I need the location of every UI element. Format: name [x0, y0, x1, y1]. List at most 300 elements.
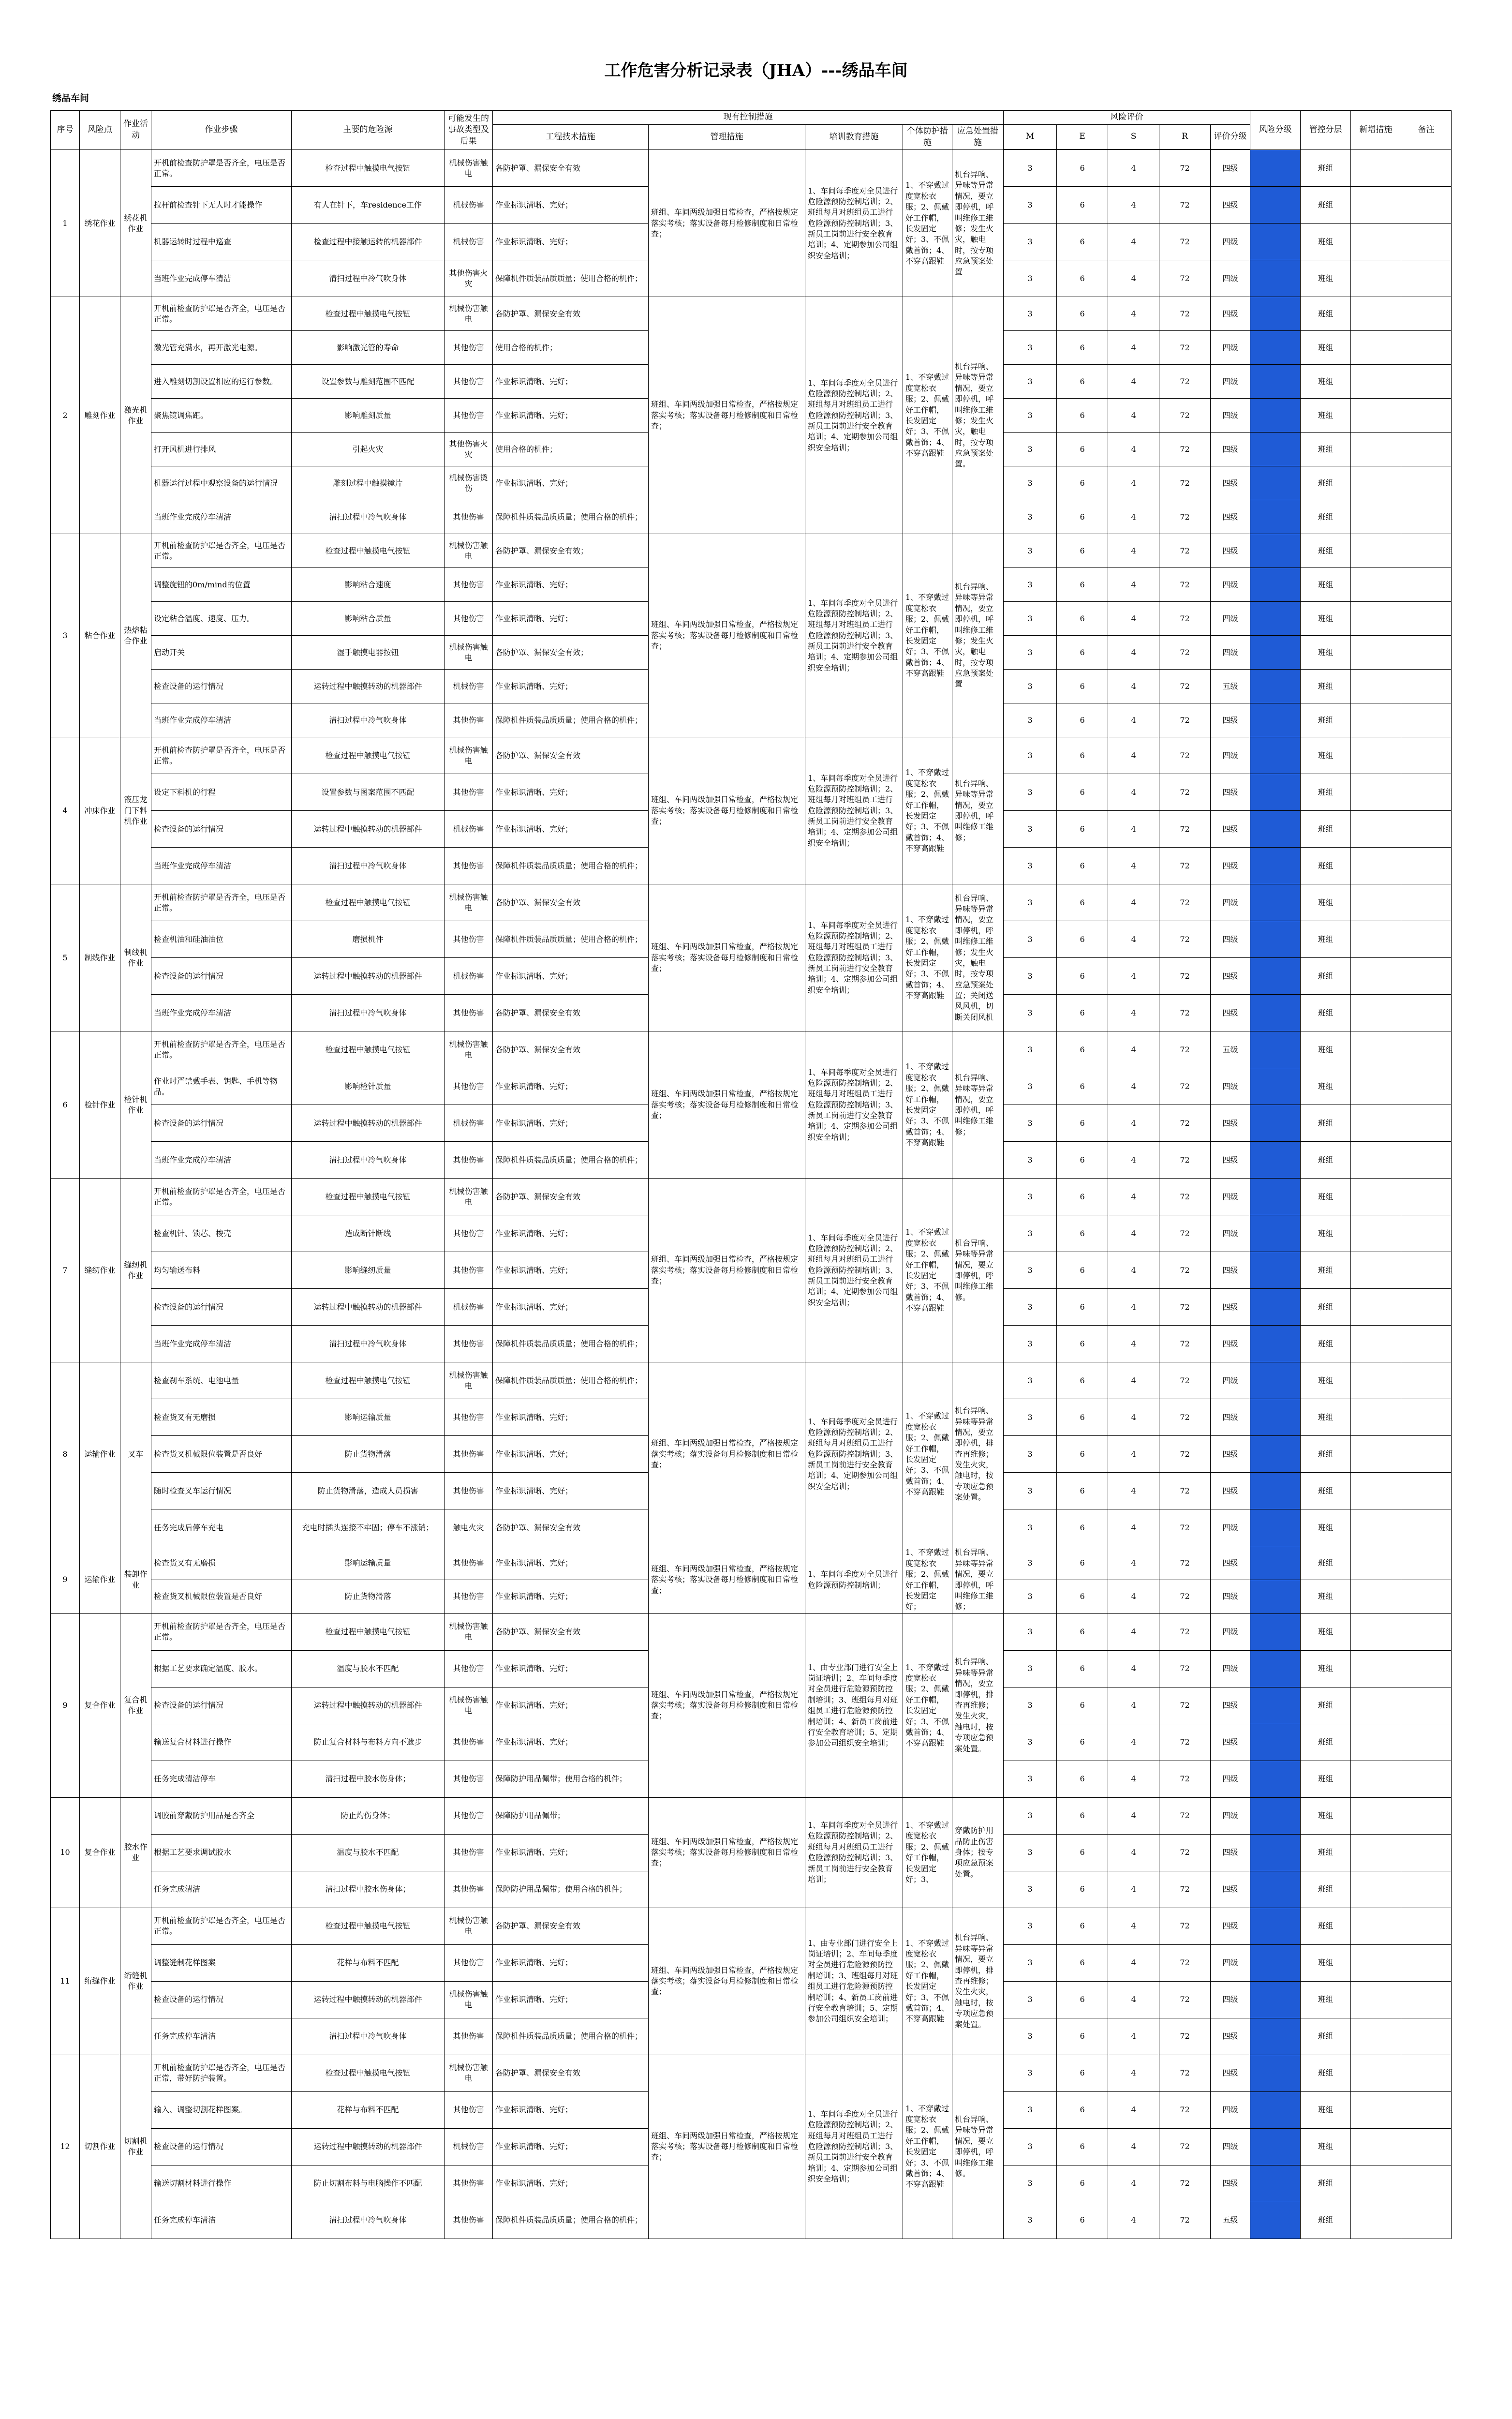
remark-cell: [1401, 1761, 1452, 1797]
score-E: 6: [1057, 884, 1108, 921]
eng-measure-cell: 作业标识清晰、完好；: [493, 568, 649, 602]
remark-cell: [1401, 260, 1452, 297]
step-cell: 任务完成后停车充电: [151, 1509, 292, 1546]
score-E: 6: [1057, 703, 1108, 737]
risk-level-cell: [1250, 1326, 1301, 1362]
score-S: 4: [1108, 1834, 1159, 1871]
jha-table: [50, 110, 1502, 2239]
score-E: 6: [1057, 2202, 1108, 2239]
activity-cell: 热熔粘合作业: [120, 534, 151, 737]
control-layer-cell: 班组: [1301, 848, 1351, 884]
score-S: 4: [1108, 1252, 1159, 1289]
consequence-cell: 机械伤害触电: [445, 297, 493, 331]
seq-cell: 9: [51, 1613, 80, 1797]
new-measures-cell: [1351, 466, 1401, 500]
activity-cell: 绣花机作业: [120, 150, 151, 297]
score-E: 6: [1057, 921, 1108, 958]
score-R: 72: [1159, 995, 1211, 1031]
eng-measure-cell: 作业标识清晰、完好；: [493, 224, 649, 260]
remark-cell: [1401, 848, 1452, 884]
score-M: 3: [1004, 1761, 1057, 1797]
new-measures-cell: [1351, 1871, 1401, 1908]
header-activity: 作业活动: [120, 111, 151, 150]
control-layer-cell: 班组: [1301, 2018, 1351, 2055]
score-R: 72: [1159, 1215, 1211, 1252]
score-S: 4: [1108, 568, 1159, 602]
emergency-measure-cell: 机台异响、异味等异常情况，要立即停机，呼叫维修工维修；: [952, 1031, 1004, 1179]
new-measures-cell: [1351, 2202, 1401, 2239]
step-cell: 根据工艺要求确定温度、胶水。: [151, 1650, 292, 1687]
risk-level-cell: [1250, 399, 1301, 433]
hazard-cell: 影响激光管的寿命: [292, 331, 445, 365]
step-cell: 当班作业完成停车清洁: [151, 1326, 292, 1362]
score-R: 72: [1159, 670, 1211, 703]
eval-level-cell: 四级: [1211, 1068, 1250, 1105]
control-layer-cell: 班组: [1301, 1797, 1351, 1834]
ppe-measure-cell: 1、不穿戴过度宽松衣服；2、佩戴好工作帽，长发固定好；3、不佩戴首饰；4、不穿高跟鞋: [903, 1031, 952, 1179]
risk-level-cell: [1250, 466, 1301, 500]
emergency-measure-cell: 机台异响、异味等异常情况，要立即停机，排查再维修；发生火灾，触电时，按专项应急预案处置。: [952, 1908, 1004, 2055]
header-R: R: [1159, 124, 1211, 149]
score-R: 72: [1159, 2128, 1211, 2165]
score-M: 3: [1004, 224, 1057, 260]
new-measures-cell: [1351, 1436, 1401, 1473]
score-E: 6: [1057, 1326, 1108, 1362]
score-S: 4: [1108, 365, 1159, 399]
remark-cell: [1401, 433, 1452, 466]
consequence-cell: 其他伤害: [445, 1650, 493, 1687]
mgmt-measure-cell: 班组、车间两级加强日常检查，严格按规定落实考核；落实设备每月检修制度和日常检查；: [649, 1613, 805, 1797]
score-M: 3: [1004, 2128, 1057, 2165]
new-measures-cell: [1351, 1724, 1401, 1761]
new-measures-cell: [1351, 297, 1401, 331]
consequence-cell: 机械伤害: [445, 187, 493, 224]
control-layer-cell: 班组: [1301, 1473, 1351, 1509]
eng-measure-cell: 各防护罩、漏保安全有效；: [493, 534, 649, 568]
score-S: 4: [1108, 1761, 1159, 1797]
new-measures-cell: [1351, 1068, 1401, 1105]
mgmt-measure-cell: 班组、车间两级加强日常检查，严格按规定落实考核；落实设备每月检修制度和日常检查；: [649, 150, 805, 297]
score-M: 3: [1004, 260, 1057, 297]
score-R: 72: [1159, 297, 1211, 331]
score-E: 6: [1057, 1650, 1108, 1687]
eng-measure-cell: 作业标识清晰、完好；: [493, 1546, 649, 1580]
consequence-cell: 机械伤害: [445, 811, 493, 848]
eng-measure-cell: 作业标识清晰、完好；: [493, 1252, 649, 1289]
training-measure-cell: 1、车间每季度对全员进行危险源预防控制培训；2、班组每月对班组员工进行危险源预防控制培训；3、新员工岗前进行安全教育培训；4、定期参加公司组织安全培训；: [805, 2055, 903, 2239]
eng-measure-cell: 作业标识清晰、完好；: [493, 1068, 649, 1105]
control-layer-cell: 班组: [1301, 433, 1351, 466]
new-measures-cell: [1351, 1362, 1401, 1399]
consequence-cell: 其他伤害: [445, 500, 493, 534]
score-M: 3: [1004, 1399, 1057, 1436]
step-cell: 开机前检查防护罩是否齐全，电压是否正常。: [151, 884, 292, 921]
score-S: 4: [1108, 1613, 1159, 1650]
hazard-cell: 运转过程中触摸转动的机器部件: [292, 670, 445, 703]
control-layer-cell: 班组: [1301, 1981, 1351, 2018]
score-E: 6: [1057, 1473, 1108, 1509]
score-E: 6: [1057, 1687, 1108, 1724]
score-S: 4: [1108, 1105, 1159, 1142]
remark-cell: [1401, 1068, 1452, 1105]
score-S: 4: [1108, 1944, 1159, 1981]
training-measure-cell: 1、车间每季度对全员进行危险源预防控制培训；2、班组每月对班组员工进行危险源预防控制培训；3、新员工岗前进行安全教育培训；4、定期参加公司组织安全培训；: [805, 737, 903, 884]
control-layer-cell: 班组: [1301, 1871, 1351, 1908]
remark-cell: [1401, 1142, 1452, 1179]
score-E: 6: [1057, 2091, 1108, 2128]
score-R: 72: [1159, 1399, 1211, 1436]
score-R: 72: [1159, 187, 1211, 224]
control-layer-cell: 班组: [1301, 1068, 1351, 1105]
risk-level-cell: [1250, 602, 1301, 636]
score-S: 4: [1108, 1436, 1159, 1473]
score-M: 3: [1004, 399, 1057, 433]
control-layer-cell: 班组: [1301, 1687, 1351, 1724]
risk-level-cell: [1250, 1981, 1301, 2018]
seq-cell: 6: [51, 1031, 80, 1179]
new-measures-cell: [1351, 2165, 1401, 2202]
hazard-cell: 运转过程中触摸转动的机器部件: [292, 1687, 445, 1724]
score-S: 4: [1108, 995, 1159, 1031]
risk-level-cell: [1250, 848, 1301, 884]
consequence-cell: 其他伤害: [445, 995, 493, 1031]
step-cell: 检查设备的运行情况: [151, 958, 292, 995]
consequence-cell: 其他伤害火灾: [445, 433, 493, 466]
score-M: 3: [1004, 1724, 1057, 1761]
hazard-cell: 清扫过程中冷气吹身体: [292, 1326, 445, 1362]
remark-cell: [1401, 737, 1452, 774]
eval-level-cell: 四级: [1211, 1687, 1250, 1724]
control-layer-cell: 班组: [1301, 1326, 1351, 1362]
consequence-cell: 机械伤害: [445, 224, 493, 260]
document-title: 工作危害分析记录表（JHA）---绣品车间: [604, 61, 908, 80]
header-row-1: [51, 111, 1502, 125]
score-M: 3: [1004, 297, 1057, 331]
score-R: 72: [1159, 1580, 1211, 1614]
new-measures-cell: [1351, 737, 1401, 774]
mgmt-measure-cell: 班组、车间两级加强日常检查，严格按规定落实考核；落实设备每月检修制度和日常检查；: [649, 1179, 805, 1362]
hazard-cell: 运转过程中触摸转动的机器部件: [292, 958, 445, 995]
mgmt-measure-cell: 班组、车间两级加强日常检查，严格按规定落实考核；落实设备每月检修制度和日常检查；: [649, 297, 805, 534]
eval-level-cell: 四级: [1211, 848, 1250, 884]
risk-level-cell: [1250, 995, 1301, 1031]
table-row: [51, 150, 1502, 187]
remark-cell: [1401, 466, 1452, 500]
risk-level-cell: [1250, 297, 1301, 331]
score-E: 6: [1057, 1509, 1108, 1546]
hazard-cell: 影响粘合速度: [292, 568, 445, 602]
eng-measure-cell: 各防护罩、漏保安全有效: [493, 1509, 649, 1546]
risk-level-cell: [1250, 1289, 1301, 1326]
consequence-cell: 其他伤害: [445, 1797, 493, 1834]
risk-level-cell: [1250, 1399, 1301, 1436]
control-layer-cell: 班组: [1301, 297, 1351, 331]
eng-measure-cell: 各防护罩、漏保安全有效；: [493, 636, 649, 670]
score-E: 6: [1057, 1142, 1108, 1179]
risk-level-cell: [1250, 568, 1301, 602]
hazard-cell: 花样与布料不匹配: [292, 2091, 445, 2128]
score-R: 72: [1159, 1289, 1211, 1326]
score-E: 6: [1057, 1871, 1108, 1908]
score-M: 3: [1004, 2202, 1057, 2239]
remark-cell: [1401, 774, 1452, 811]
remark-cell: [1401, 1362, 1452, 1399]
risk-level-cell: [1250, 224, 1301, 260]
hazard-cell: 影响运输质量: [292, 1399, 445, 1436]
score-S: 4: [1108, 1724, 1159, 1761]
new-measures-cell: [1351, 2018, 1401, 2055]
hazard-cell: 运转过程中触摸转动的机器部件: [292, 2128, 445, 2165]
step-cell: 检查机油和硅油油位: [151, 921, 292, 958]
consequence-cell: 机械伤害触电: [445, 1179, 493, 1215]
score-E: 6: [1057, 1289, 1108, 1326]
eng-measure-cell: 作业标识清晰、完好；: [493, 2165, 649, 2202]
remark-cell: [1401, 1981, 1452, 2018]
consequence-cell: 机械伤害触电: [445, 1981, 493, 2018]
score-R: 72: [1159, 1252, 1211, 1289]
eng-measure-cell: 保障防护用品佩带；: [493, 1797, 649, 1834]
step-cell: 检查设备的运行情况: [151, 2128, 292, 2165]
table-row: [51, 1362, 1502, 1399]
score-E: 6: [1057, 1105, 1108, 1142]
score-M: 3: [1004, 1834, 1057, 1871]
remark-cell: [1401, 1580, 1452, 1614]
ppe-measure-cell: 1、不穿戴过度宽松衣服；2、佩戴好工作帽，长发固定好；3、不佩戴首饰；4、不穿高跟鞋: [903, 737, 952, 884]
score-R: 72: [1159, 1031, 1211, 1068]
score-M: 3: [1004, 365, 1057, 399]
score-M: 3: [1004, 433, 1057, 466]
risk-level-cell: [1250, 500, 1301, 534]
score-M: 3: [1004, 1362, 1057, 1399]
risk-level-cell: [1250, 2055, 1301, 2091]
eng-measure-cell: 各防护罩、漏保安全有效: [493, 884, 649, 921]
score-S: 4: [1108, 2091, 1159, 2128]
seq-cell: 9: [51, 1546, 80, 1613]
consequence-cell: 其他伤害: [445, 848, 493, 884]
consequence-cell: 其他伤害: [445, 1724, 493, 1761]
eval-level-cell: 四级: [1211, 636, 1250, 670]
score-M: 3: [1004, 884, 1057, 921]
score-S: 4: [1108, 884, 1159, 921]
eval-level-cell: 四级: [1211, 1613, 1250, 1650]
control-layer-cell: 班组: [1301, 1436, 1351, 1473]
score-E: 6: [1057, 1031, 1108, 1068]
score-M: 3: [1004, 995, 1057, 1031]
activity-cell: 制线机作业: [120, 884, 151, 1031]
new-measures-cell: [1351, 995, 1401, 1031]
consequence-cell: 其他伤害: [445, 1580, 493, 1614]
remark-cell: [1401, 1436, 1452, 1473]
eng-measure-cell: 作业标识清晰、完好；: [493, 1650, 649, 1687]
score-R: 72: [1159, 602, 1211, 636]
risk-level-cell: [1250, 331, 1301, 365]
header-consequence: 可能发生的事故类型及后果: [445, 111, 493, 150]
table-row: [51, 1797, 1502, 1834]
step-cell: 调整缝制花样图案: [151, 1944, 292, 1981]
eng-measure-cell: 作业标识清晰、完好；: [493, 958, 649, 995]
score-R: 72: [1159, 534, 1211, 568]
score-R: 72: [1159, 1908, 1211, 1944]
remark-cell: [1401, 1871, 1452, 1908]
risk-level-cell: [1250, 1252, 1301, 1289]
risk-point-cell: 绗缝作业: [80, 1908, 120, 2055]
score-M: 3: [1004, 1546, 1057, 1580]
hazard-cell: 清扫过程中冷气吹身体: [292, 995, 445, 1031]
score-E: 6: [1057, 2055, 1108, 2091]
activity-cell: 胶水作业: [120, 1797, 151, 1908]
score-E: 6: [1057, 466, 1108, 500]
risk-level-cell: [1250, 1761, 1301, 1797]
step-cell: 任务完成清洁停车: [151, 1761, 292, 1797]
step-cell: 设定下料机的行程: [151, 774, 292, 811]
consequence-cell: 机械伤害: [445, 670, 493, 703]
consequence-cell: 其他伤害: [445, 1834, 493, 1871]
header-steps: 作业步骤: [151, 111, 292, 150]
eng-measure-cell: 作业标识清晰、完好；: [493, 1436, 649, 1473]
step-cell: 开机前检查防护罩是否齐全，电压是否正常。: [151, 150, 292, 187]
control-layer-cell: 班组: [1301, 602, 1351, 636]
remark-cell: [1401, 1944, 1452, 1981]
score-E: 6: [1057, 1908, 1108, 1944]
risk-point-cell: 运输作业: [80, 1546, 120, 1613]
table-row: [51, 2055, 1502, 2091]
eval-level-cell: 四级: [1211, 224, 1250, 260]
score-S: 4: [1108, 1289, 1159, 1326]
control-layer-cell: 班组: [1301, 1509, 1351, 1546]
hazard-cell: 清扫过程中冷气吹身体: [292, 703, 445, 737]
control-layer-cell: 班组: [1301, 884, 1351, 921]
step-cell: 当班作业完成停车清洁: [151, 260, 292, 297]
hazard-cell: 检查过程中触摸电气按钮: [292, 884, 445, 921]
step-cell: 开机前检查防护罩是否齐全，电压是否正常。: [151, 1179, 292, 1215]
control-layer-cell: 班组: [1301, 1546, 1351, 1580]
step-cell: 调整旋钮的0m/mind的位置: [151, 568, 292, 602]
step-cell: 开机前检查防护罩是否齐全，电压是否正常。: [151, 534, 292, 568]
step-cell: 开机前检查防护罩是否齐全，电压是否正常。: [151, 1031, 292, 1068]
score-E: 6: [1057, 848, 1108, 884]
new-measures-cell: [1351, 568, 1401, 602]
score-S: 4: [1108, 500, 1159, 534]
new-measures-cell: [1351, 1687, 1401, 1724]
eng-measure-cell: 保障机件质装品质质量；使用合格的机件；: [493, 921, 649, 958]
score-R: 72: [1159, 2091, 1211, 2128]
risk-level-cell: [1250, 1580, 1301, 1614]
risk-level-cell: [1250, 1215, 1301, 1252]
control-layer-cell: 班组: [1301, 2165, 1351, 2202]
risk-level-cell: [1250, 1797, 1301, 1834]
new-measures-cell: [1351, 1289, 1401, 1326]
seq-cell: 1: [51, 150, 80, 297]
score-M: 3: [1004, 466, 1057, 500]
score-M: 3: [1004, 150, 1057, 187]
score-E: 6: [1057, 1068, 1108, 1105]
emergency-measure-cell: 机台异响、异味等异常情况，要立即停机，排查再维修；发生火灾，触电时，按专项应急预案处置。: [952, 1362, 1004, 1546]
hazard-cell: 检查过程中接触运转的机器部件: [292, 224, 445, 260]
eval-level-cell: 四级: [1211, 921, 1250, 958]
score-M: 3: [1004, 703, 1057, 737]
step-cell: 进入雕刻切割设置相应的运行参数。: [151, 365, 292, 399]
score-R: 72: [1159, 1613, 1211, 1650]
hazard-cell: 花样与布料不匹配: [292, 1944, 445, 1981]
eval-level-cell: 四级: [1211, 1981, 1250, 2018]
remark-cell: [1401, 1509, 1452, 1546]
eval-level-cell: 四级: [1211, 2165, 1250, 2202]
eval-level-cell: 四级: [1211, 1399, 1250, 1436]
new-measures-cell: [1351, 187, 1401, 224]
remark-cell: [1401, 2128, 1452, 2165]
emergency-measure-cell: 机台异响、异味等异常情况，要立即停机，呼叫维修工维修；: [952, 1546, 1004, 1613]
new-measures-cell: [1351, 602, 1401, 636]
eval-level-cell: 四级: [1211, 703, 1250, 737]
training-measure-cell: 1、车间每季度对全员进行危险源预防控制培训；2、班组每月对班组员工进行危险源预防控制培训；3、新员工岗前进行安全教育培训；4、定期参加公司组织安全培训；: [805, 1031, 903, 1179]
eng-measure-cell: 作业标识清晰、完好；: [493, 187, 649, 224]
new-measures-cell: [1351, 670, 1401, 703]
score-E: 6: [1057, 1761, 1108, 1797]
step-cell: 开机前检查防护罩是否齐全，电压是否正常。: [151, 737, 292, 774]
eng-measure-cell: 作业标识清晰、完好；: [493, 1289, 649, 1326]
eng-measure-cell: 保障机件质装品质质量；使用合格的机件；: [493, 703, 649, 737]
consequence-cell: 其他伤害: [445, 774, 493, 811]
control-layer-cell: 班组: [1301, 2091, 1351, 2128]
eval-level-cell: 四级: [1211, 1834, 1250, 1871]
control-layer-cell: 班组: [1301, 1179, 1351, 1215]
score-R: 72: [1159, 466, 1211, 500]
hazard-cell: 影响运输质量: [292, 1546, 445, 1580]
remark-cell: [1401, 2018, 1452, 2055]
score-R: 72: [1159, 1724, 1211, 1761]
header-training: 培训教育措施: [805, 124, 903, 150]
control-layer-cell: 班组: [1301, 224, 1351, 260]
score-S: 4: [1108, 1142, 1159, 1179]
eng-measure-cell: 各防护罩、漏保安全有效: [493, 737, 649, 774]
risk-level-cell: [1250, 921, 1301, 958]
header-risk-level: 风险分级: [1250, 111, 1301, 150]
table-row: [51, 884, 1502, 921]
consequence-cell: 机械伤害触电: [445, 1031, 493, 1068]
remark-cell: [1401, 995, 1452, 1031]
header-S: S: [1108, 124, 1159, 149]
score-S: 4: [1108, 224, 1159, 260]
control-layer-cell: 班组: [1301, 1105, 1351, 1142]
hazard-cell: 检查过程中触摸电气按钮: [292, 2055, 445, 2091]
score-E: 6: [1057, 1613, 1108, 1650]
consequence-cell: 机械伤害触电: [445, 534, 493, 568]
risk-level-cell: [1250, 1871, 1301, 1908]
score-E: 6: [1057, 2128, 1108, 2165]
new-measures-cell: [1351, 1546, 1401, 1580]
header-eval-level: 评价分级: [1211, 124, 1250, 149]
eval-level-cell: 四级: [1211, 150, 1250, 187]
emergency-measure-cell: 机台异响、异味等异常情况，要立即停机，呼叫维修工维修。: [952, 2055, 1004, 2239]
remark-cell: [1401, 1105, 1452, 1142]
eval-level-cell: 四级: [1211, 433, 1250, 466]
score-M: 3: [1004, 921, 1057, 958]
mgmt-measure-cell: 班组、车间两级加强日常检查，严格按规定落实考核；落实设备每月检修制度和日常检查；: [649, 1362, 805, 1546]
header-risk-point: 风险点: [80, 111, 120, 150]
ppe-measure-cell: 1、不穿戴过度宽松衣服；2、佩戴好工作帽，长发固定好；3、不佩戴首饰；4、不穿高跟鞋: [903, 1613, 952, 1797]
score-S: 4: [1108, 297, 1159, 331]
risk-point-cell: 复合作业: [80, 1613, 120, 1797]
eng-measure-cell: 保障机件质装品质质量；使用合格的机件；: [493, 1362, 649, 1399]
seq-cell: 2: [51, 297, 80, 534]
eng-measure-cell: 保障机件质装品质质量；使用合格的机件；: [493, 1142, 649, 1179]
step-cell: 当班作业完成停车清洁: [151, 1142, 292, 1179]
eng-measure-cell: 各防护罩、漏保安全有效: [493, 297, 649, 331]
eval-level-cell: 四级: [1211, 1580, 1250, 1614]
training-measure-cell: 1、车间每季度对全员进行危险源预防控制培训；2、班组每月对班组员工进行危险源预防控制培训；3、新员工岗前进行安全教育培训；4、定期参加公司组织安全培训；: [805, 297, 903, 534]
ppe-measure-cell: 1、不穿戴过度宽松衣服；2、佩戴好工作帽，长发固定好；3、不佩戴首饰；4、不穿高跟鞋: [903, 2055, 952, 2239]
control-layer-cell: 班组: [1301, 811, 1351, 848]
